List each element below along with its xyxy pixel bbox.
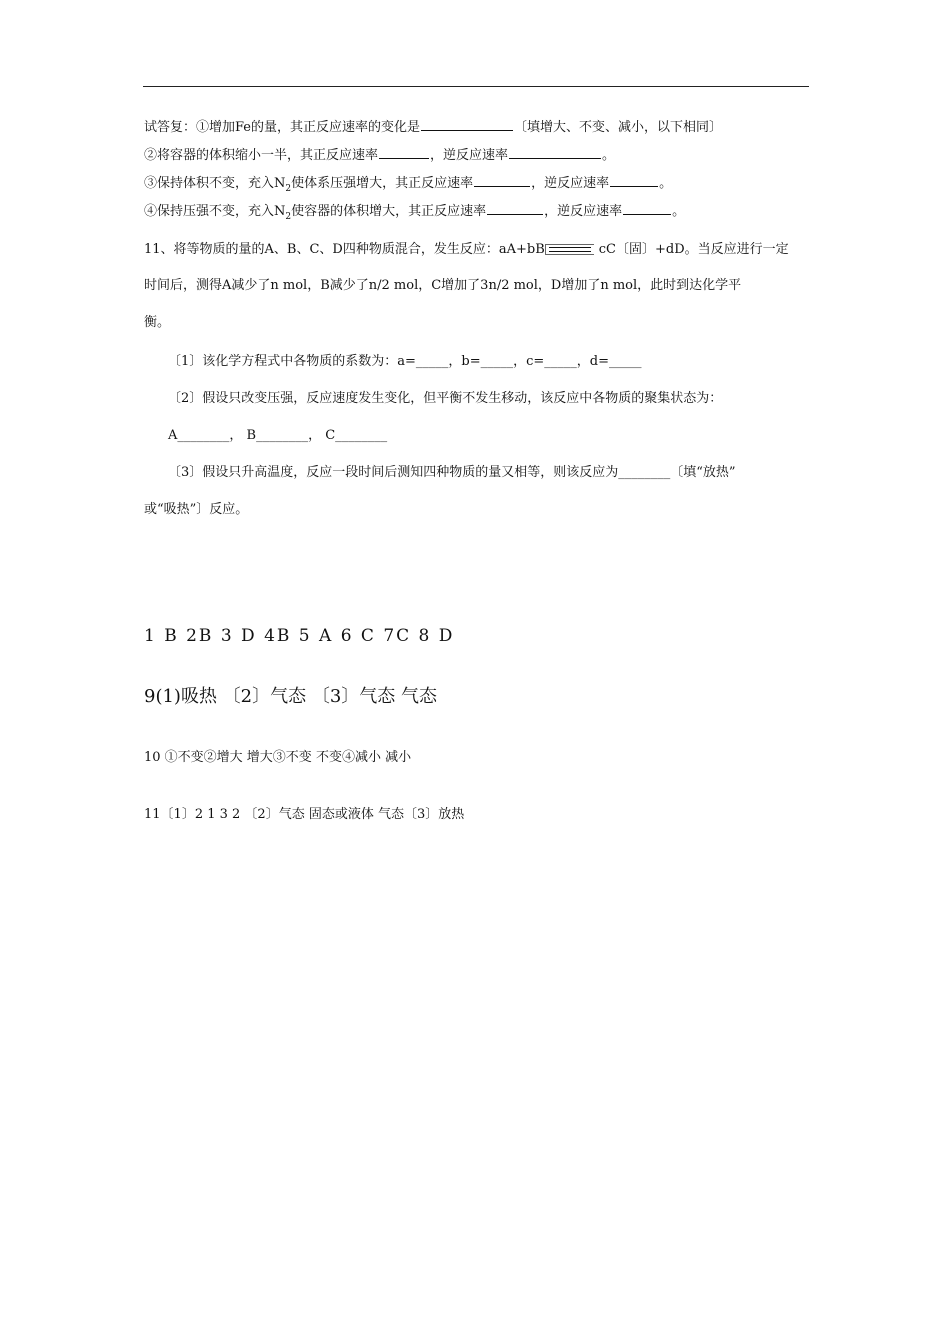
q10-item4-end: 。 [672, 204, 686, 219]
answer-blank [623, 202, 671, 215]
q11-sub2: 〔2〕假设只改变压强，反应速度发生变化，但平衡不发生移动，该反应中各物质的聚集状态为： [168, 391, 723, 406]
q11-line3: 衡。 [144, 315, 171, 330]
q10-item2-reverse: ，逆反应速率 [430, 148, 509, 163]
q11-sub3: 〔3〕假设只升高温度，反应一段时间后测知四种物质的量又相等，则该反应为________〔填“放热” [168, 465, 736, 480]
answer-line-10: 10 ①不变②增大 增大③不变 不变④减小 减小 [144, 750, 412, 765]
q11-line1-text: 11、将等物质的量的A、B、C、D四种物质混合，发生反应：aA+bB [144, 242, 545, 257]
q10-item2-line [144, 146, 615, 165]
q10-item3-text-b: 使体系压强增大，其正反应速率 [291, 176, 474, 191]
answer-blank [610, 174, 658, 187]
answer-line-9: 9(1)吸热 〔2〕气态 〔3〕气态 气态 [144, 686, 438, 707]
q10-item2-end: 。 [602, 148, 616, 163]
header-rule [143, 86, 809, 87]
q11-line1-tail: cC〔固〕+dD。当反应进行一定 [598, 242, 789, 257]
q10-item3-reverse: ，逆反应速率 [531, 176, 610, 191]
answer-blank [509, 146, 601, 159]
answer-blank [421, 118, 513, 131]
q10-item4-text: ④保持压强不变，充入N [144, 204, 286, 219]
q10-item4-reverse: ，逆反应速率 [544, 204, 623, 219]
subscript: 2 [285, 212, 292, 222]
subscript: 2 [285, 184, 292, 194]
answer-line-11: 11〔1〕2 1 3 2 〔2〕气态 固态或液体 气态〔3〕放热 [144, 807, 465, 822]
answer-blank [487, 202, 543, 215]
q11-sub3-cont: 或“吸热”〕反应。 [144, 502, 249, 517]
q10-item3-end: 。 [659, 176, 673, 191]
q10-item3-line [144, 174, 672, 194]
q11-line1 [144, 241, 789, 259]
q10-item2-text: ②将容器的体积缩小一半，其正反应速率 [144, 148, 379, 163]
answer-blank [379, 146, 429, 159]
q11-sub2-blanks: A________， B________， C________ [168, 428, 388, 443]
q11-line2: 时间后，测得A减少了n mol，B减少了n/2 mol，C增加了3n/2 mol，D增加了n mol，此时到达化学平 [144, 278, 742, 293]
q11-sub1: 〔1〕该化学方程式中各物质的系数为：a=_____，b=_____，c=_____，d=_____ [168, 354, 642, 369]
q10-item4-line [144, 202, 685, 222]
answer-line-1-8: 1 B 2B 3 D 4B 5 A 6 C 7C 8 D [144, 626, 455, 646]
q10-item3-text: ③保持体积不变，充入N [144, 176, 286, 191]
q10-intro-line [144, 118, 722, 137]
q10-intro-text: 试答复：①增加Fe的量，其正反应速率的变化是 [144, 120, 421, 135]
answer-blank [474, 174, 530, 187]
q10-intro-tail: 〔填增大、不变、减小，以下相同〕 [514, 120, 723, 135]
equilibrium-arrow-icon [545, 244, 593, 256]
q10-item4-text-b: 使容器的体积增大，其正反应速率 [291, 204, 487, 219]
